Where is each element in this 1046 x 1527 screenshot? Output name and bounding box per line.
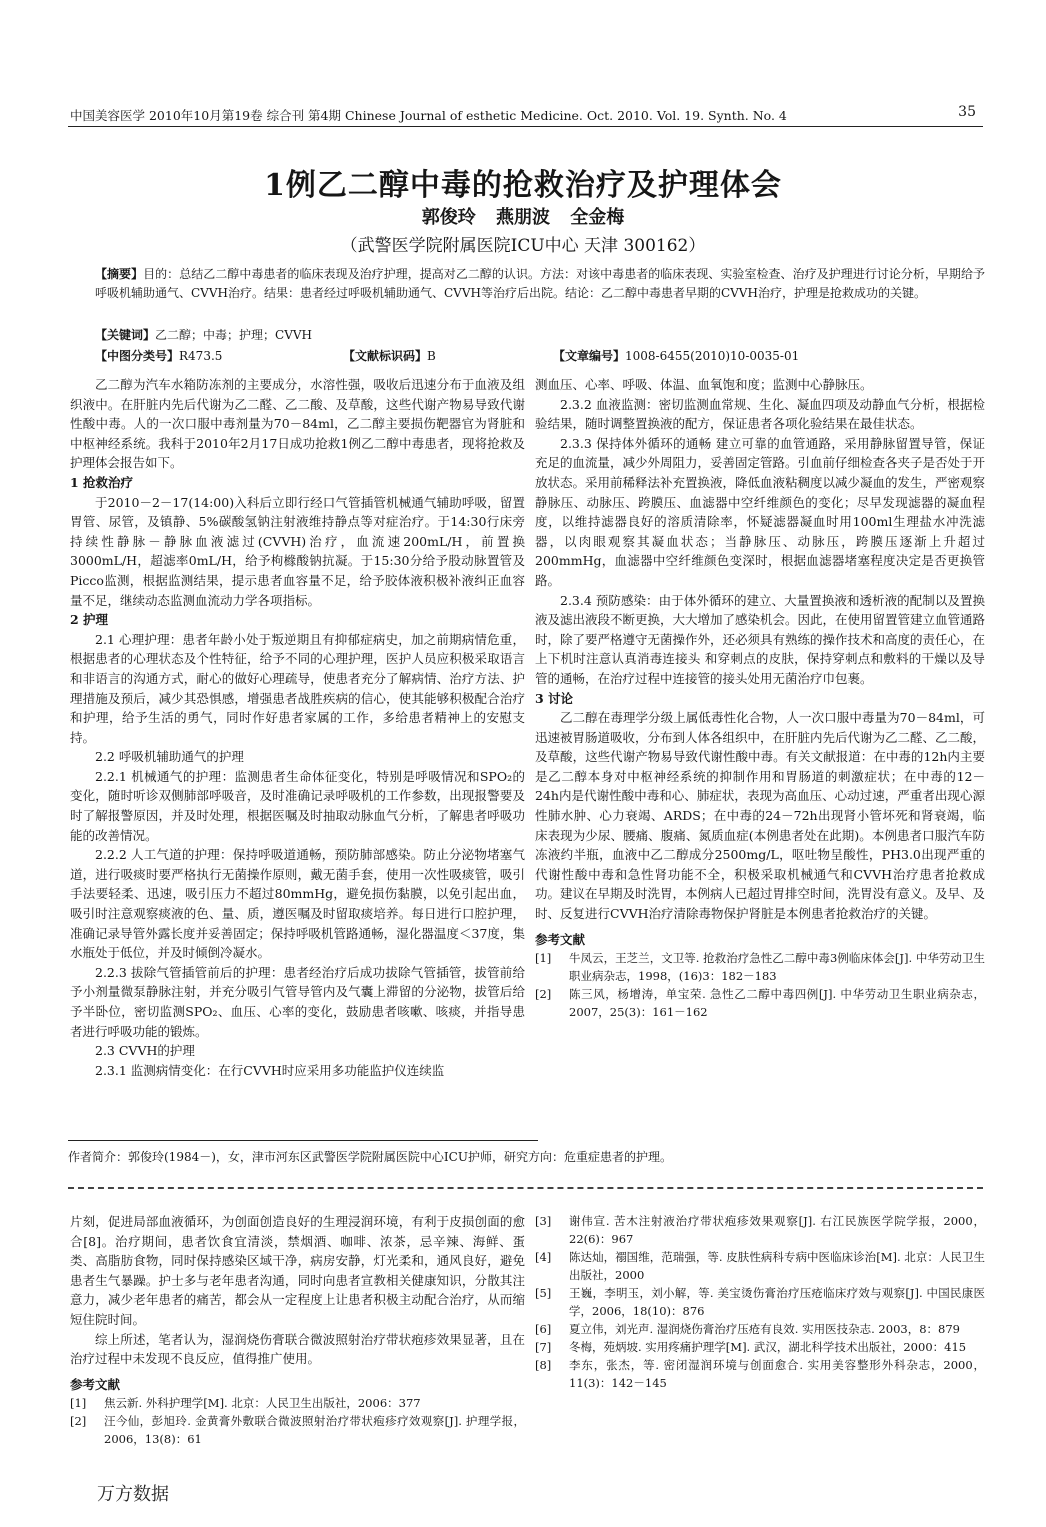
clc-code: [95, 347, 222, 364]
paragraph: 综上所述，笔者认为，湿润烧伤膏联合微波照射治疗带状疱疹效果显著，且在治疗过程中未发现不良反应，值得推广使用。: [70, 1331, 525, 1367]
left-column: [70, 375, 525, 1080]
keywords: [95, 326, 312, 343]
section-heading: 1 抢救治疗: [70, 474, 134, 490]
reference-item: [70, 1394, 525, 1412]
reference-number: [2]: [70, 1414, 87, 1429]
article-title: 1例乙二醇中毒的抢救治疗及护理体会: [264, 168, 782, 203]
reference-number: [6]: [535, 1322, 552, 1336]
paragraph: 2.3.2 血液监测：密切监测血常规、生化、凝血四项及动静血气分析，根据检验结果，随时调整置换液的配方，保证患者各项化验结果在最佳状态。: [535, 396, 985, 432]
paragraph: 2.1 心理护理：患者年龄小处于叛逆期且有抑郁症病史，加之前期病情危重，根据患者的心理状态及个性特征，给予不同的心理护理，医护人员应积极采取语言和非语言的沟通方式，耐心的做好心理疏导，使患者充分了解病情、治疗方法、护理措施及预后，减少其恐惧感，增强患者战胜疾病的信心，使其能够积极配合治疗和护理，给予生活的勇气，同时作好患者家属的工作，多给患者精神上的安慰支持。: [70, 631, 525, 745]
reference-text: 汪今仙，彭旭玲. 金黄膏外敷联合微波照射治疗带状疱疹疗效观察[J]. 护理学报，2006，13(8)：61: [104, 1414, 525, 1447]
reference-text: 牛凤云，王芝兰，文卫等. 抢救治疗急性乙二醇中毒3例临床体会[J]. 中华劳动卫生职业病杂志，1998，(16)3：182－183: [569, 951, 985, 984]
paragraph: 2.2.2 人工气道的护理：保持呼吸道通畅，预防肺部感染。防止分泌物堵塞气道，进行吸痰时要严格执行无菌操作原则，戴无菌手套，使用一次性吸痰管，吸引手法要轻柔、迅速，吸引压力不超过80mmHg，避免损伤黏膜，以免引起出血，吸引时注意观察痰液的色、量、质，遵医嘱及时留取痰培养。每日进行口腔护理，准确记录导管外露长度并妥善固定；保持呼吸机管路通畅，湿化器温度＜37度，集水瓶处于低位，并及时倾倒冷凝水。: [70, 847, 525, 961]
reference-text: 夏立伟，刘光声. 湿润烧伤膏治疗压疮有良效. 实用医技杂志. 2003，8：879: [569, 1322, 960, 1336]
reference-number: [8]: [535, 1358, 552, 1372]
paragraph: 片刻，促进局部血液循环，为创面创造良好的生理浸润环境，有利于皮损创面的愈合[8]。治疗期间，患者饮食宜清淡，禁烟酒、咖啡、浓茶，忌辛辣、海鲜、蛋类、高脂肪食物，同时保持感染区域干净，病房安静，灯光柔和，通风良好，避免患者生气暴躁。护士多与老年患者沟通，同时向患者宣教相关健康知识，分散其注意力，减少老年患者的痛苦，都会从一定程度上让患者积极主动配合治疗，从而缩短住院时间。: [70, 1214, 525, 1327]
reference-number: [3]: [535, 1214, 552, 1228]
abstract-text: 目的：总结乙二醇中毒患者的临床表现及治疗护理，提高对乙二醇的认识。方法：对该中毒患者的临床表现、实验室检查、治疗及护理进行讨论分析，早期给予呼吸机辅助通气、CVVH治疗。结果：患者经过呼吸机辅助通气、CVVH等治疗后出院。结论：乙二醇中毒患者早期的CVVH治疗，护理是抢救成功的关键。: [95, 267, 985, 300]
reference-text: 谢伟宣. 苦木注射液治疗带状疱疹效果观察[J]. 右江民族医学院学报，2000，22(6)：967: [569, 1214, 985, 1246]
section-divider: [68, 1187, 983, 1189]
article-number-value: 1008-6455(2010)10-0035-01: [625, 349, 800, 363]
reference-number: [1]: [70, 1396, 87, 1411]
author-bio: 作者简介：郭俊玲(1984－)，女，津市河东区武警医学院附属医院中心ICU护师，研究方向：危重症患者的护理。: [68, 1150, 672, 1164]
abstract-label: 【摘要】: [95, 267, 144, 281]
reference-item: [535, 985, 985, 1021]
paragraph: 2.2 呼吸机辅助通气的护理: [95, 749, 244, 765]
reference-item: [535, 1212, 985, 1248]
paragraph: 2.3 CVVH的护理: [95, 1043, 195, 1059]
paragraph: 乙二醇为汽车水箱防冻剂的主要成分，水溶性强，吸收后迅速分布于血液及组织液中。在肝脏内先后代谢为乙二醛、乙二酸、及草酸，这些代谢产物易导致代谢性酸中毒。人的一次口服中毒剂量为70－84ml，乙二醇主要损伤靶器官为肾脏和中枢神经系统。我科于2010年2月17日成功抢救1例乙二醇中毒患者，现将抢救及护理体会报告如下。: [70, 377, 525, 471]
references-heading: 参考文献: [535, 931, 586, 947]
page-number: 35: [958, 104, 976, 120]
reference-number: [4]: [535, 1250, 552, 1264]
doc-code-label: 【文献标识码】: [343, 349, 428, 363]
reference-text: 陈达灿，禤国维，范瑞强，等. 皮肤性病科专病中医临床诊治[M]. 北京：人民卫生出版社，2000: [569, 1250, 985, 1282]
paragraph: 2.3.3 保持体外循环的通畅 建立可靠的血管通路，采用静脉留置导管，保证充足的血流量，减少外周阻力，妥善固定管路。引血前仔细检查各夹子是否处于开放状态。采用前稀释法补充置换液，降低血液粘稠度以减少凝血的发生，严密观察静脉压、动脉压、跨膜压、血滤器中空纤维颜色的变化；尽早发现滤器的凝血程度，以维持滤器良好的溶质清除率，怀疑滤器凝血时用100ml生理盐水冲洗滤器，以肉眼观察其凝血状态；当静脉压、动脉压，跨膜压逐渐上升超过200mmHg，血滤器中空纤维颜色变深时，根据血滤器堵塞程度决定是否更换管路。: [535, 435, 986, 588]
article-number: [553, 347, 799, 364]
reference-number: [7]: [535, 1340, 552, 1354]
article-authors: 郭俊玲 燕朋波 全金梅: [421, 207, 625, 228]
clc-value: R473.5: [179, 349, 223, 363]
paragraph: 于2010－2－17(14:00)入科后立即行经口气管插管机械通气辅助呼吸，留置胃管、尿管，及镇静、5%碳酸氢钠注射液维持静点等对症治疗。于14:30行床旁持续性静脉－静脉血液滤过(CVVH)治疗，血流速200mL/H，前置换3000mL/H，超滤率0mL/H，给予枸橼酸钠抗凝。于15:30分给予股动脉置管及Picco监测，根据监测结果，提示患者血容量不足，给予胶体液积极补液纠正血容量不足，继续动态监测血流动力学各项指标。: [70, 494, 525, 608]
running-head: 中国美容医学 2010年10月第19卷 综合刊 第4期 Chinese Journal of esthetic Medicine. Oct. 2010. Vol. 19. Synth. No. 4: [70, 108, 787, 123]
section-heading: 2 护理: [70, 612, 109, 628]
paragraph: 2.2.3 拔除气管插管前后的护理：患者经治疗后成功拔除气管插管，拔管前给予小剂量微泵静脉注射，并充分吸引气管导管内及气囊上滞留的分泌物，拔管后给予半卧位，密切监测SPO₂、血压、心率的变化，鼓励患者咳嗽、咳痰，并指导患者进行呼吸功能的锻炼。: [70, 964, 525, 1039]
reference-text: 冬梅，苑炳坡. 实用疼痛护理学[M]. 武汉，湖北科学技术出版社，2000：415: [569, 1340, 967, 1354]
reference-number: [1]: [535, 951, 552, 966]
paragraph: 2.2.1 机械通气的护理：监测患者生命体征变化，特别是呼吸情况和SPO₂的变化，随时听诊双侧肺部呼吸音，及时准确记录呼吸机的工作参数，出现报警要及时了解报警原因，并及时处理，根据医嘱及时抽取动脉血气分析，了解患者呼吸功能的改善情况。: [70, 768, 525, 843]
header-rule: [68, 126, 983, 127]
reference-item: [535, 949, 985, 985]
bottom-left-column: [70, 1212, 525, 1448]
article-affiliation: （武警医学院附属医院ICU中心 天津 300162）: [340, 236, 706, 256]
reference-item: [535, 1284, 985, 1320]
paragraph: 2.3.4 预防感染：由于体外循环的建立、大量置换液和透析液的配制以及置换液及滤出液段不断更换，大大增加了感染机会。因此，在使用留置管建立血管通路时，除了要严格遵守无菌操作外，还必须具有熟练的操作技术和高度的责任心，在上下机时注意认真消毒连接头 和穿刺点的皮肤，保持穿刺点和敷料的干燥以及导管的通畅，在治疗过程中连接管的接头处用无菌治疗巾包裹。: [535, 592, 986, 686]
reference-item: [535, 1356, 985, 1392]
doc-code-value: B: [427, 349, 436, 363]
paragraph: 测血压、心率、呼吸、体温、血氧饱和度；监测中心静脉压。: [535, 377, 873, 392]
paragraph: 乙二醇在毒理学分级上属低毒性化合物，人一次口服中毒量为70－84ml，可迅速被胃肠道吸收，分布到人体各组织中，在肝脏内先后代谢为乙二醛、乙二酸，及草酸，这些代谢产物易导致代谢性酸中毒。有关文献报道：在中毒的12h内主要是乙二醇本身对中枢神经系统的抑制作用和胃肠道的刺激症状；在中毒的12－24h内是代谢性酸中毒和心、肺症状，表现为高血压、心动过速，严重者出现心源性肺水肿、心力衰竭、ARDS；在中毒的24－72h出现肾小管坏死和肾衰竭，临床表现为少尿、腰痛、腹痛、氮质血症(本例患者处在此期)。本例患者口服汽车防冻液约半瓶，血液中乙二醇成分2500mg/L，呕吐物呈酸性，PH3.0出现严重的代谢性酸中毒和急性肾功能不全，积极采取机械通气和CVVH治疗患者抢救成功。建议在早期及时洗胃，本例病人已超过胃排空时间，洗胃没有意义。及早、及时、反复进行CVVH治疗清除毒物保护肾脏是本例患者抢救治疗的关键。: [535, 710, 986, 922]
reference-item: [70, 1412, 525, 1448]
reference-number: [5]: [535, 1286, 552, 1300]
bio-rule: [68, 1140, 538, 1141]
reference-text: 陈三风，杨增涛，单宝荣. 急性乙二醇中毒四例[J]. 中华劳动卫生职业病杂志，2007，25(3)：161－162: [569, 987, 985, 1020]
paragraph: 2.3.1 监测病情变化：在行CVVH时应采用多功能监护仪连续监: [95, 1062, 445, 1078]
reference-text: 李东，张杰，等. 密闭湿润环境与创面愈合. 实用美容整形外科杂志，2000，11(3)：142－145: [569, 1358, 985, 1390]
keywords-label: 【关键词】: [95, 328, 156, 342]
article-number-label: 【文章编号】: [553, 349, 626, 363]
reference-item: [535, 1320, 985, 1338]
watermark: 万方数据: [97, 1484, 169, 1505]
right-column: [535, 375, 985, 1021]
reference-item: [535, 1338, 985, 1356]
bottom-right-column: [535, 1212, 985, 1392]
abstract: [95, 265, 985, 303]
reference-number: [2]: [535, 987, 552, 1002]
reference-text: 王巍，李明玉，刘小解，等. 美宝烫伤膏治疗压疮临床疗效与观察[J]. 中国民康医学，2006，18(10)：876: [569, 1286, 985, 1318]
section-heading: 3 讨论: [535, 690, 574, 706]
doc-code: [343, 347, 436, 364]
clc-label: 【中图分类号】: [95, 349, 180, 363]
reference-text: 焦云新. 外科护理学[M]. 北京：人民卫生出版社，2006：377: [104, 1396, 421, 1411]
references-heading: 参考文献: [70, 1376, 121, 1392]
reference-item: [535, 1248, 985, 1284]
keywords-text: 乙二醇；中毒；护理；CVVH: [155, 328, 312, 342]
